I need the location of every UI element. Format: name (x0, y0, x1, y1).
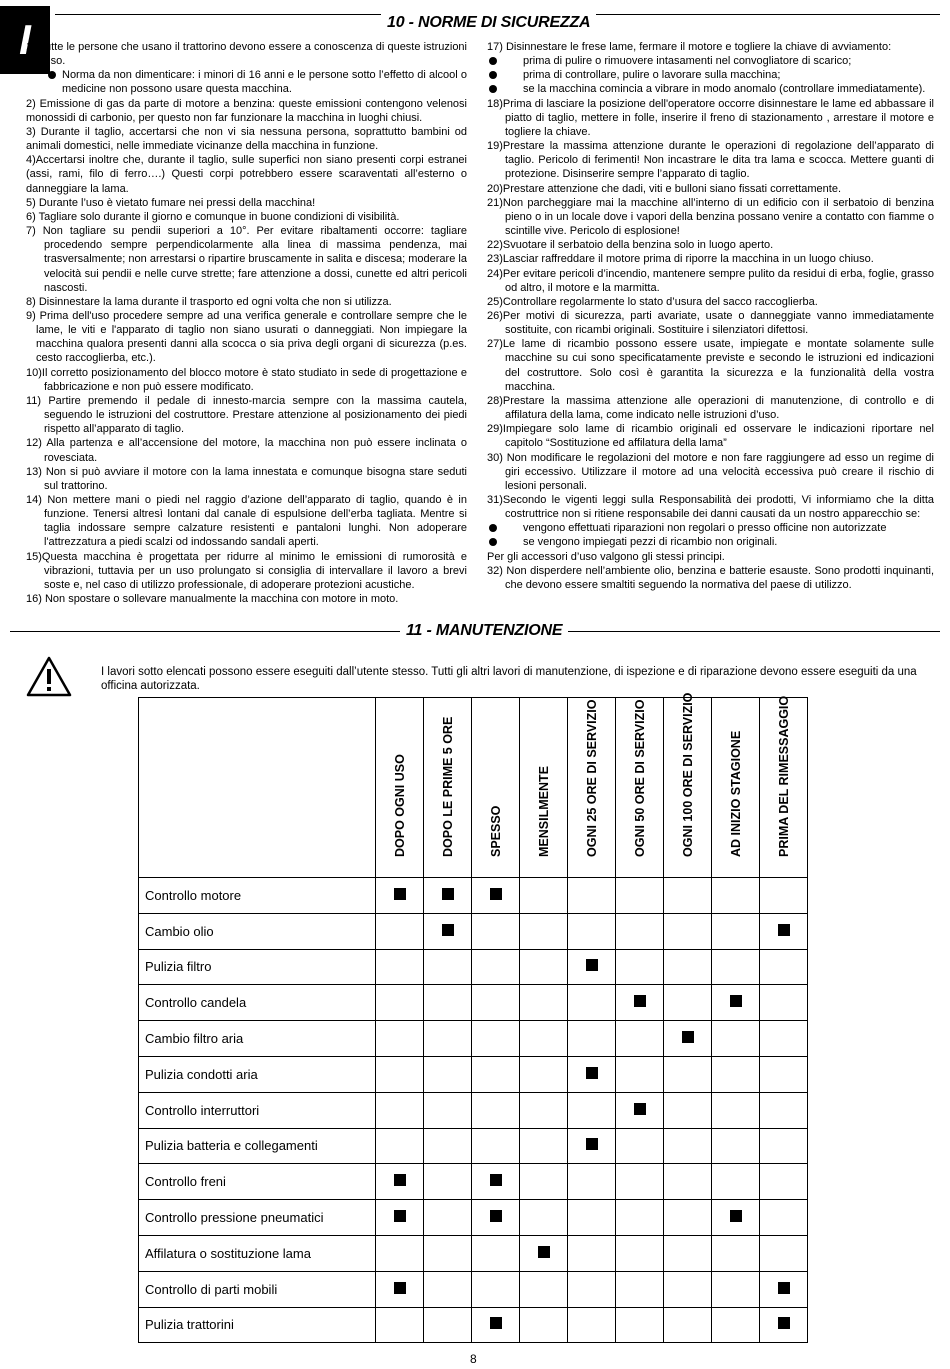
schedule-cell (376, 949, 424, 985)
table-row (139, 1056, 808, 1092)
schedule-cell (376, 1128, 424, 1164)
task-label: Pulizia batteria e collegamenti (139, 1128, 376, 1164)
schedule-cell (616, 1092, 664, 1128)
schedule-cell (568, 1056, 616, 1092)
schedule-cell (376, 1092, 424, 1128)
schedule-cell (664, 1164, 712, 1200)
schedule-cell (760, 1021, 808, 1057)
safety-item-20: 20)Prestare attenzione che dadi, viti e bulloni siano fissati correttamente. (487, 182, 842, 195)
check-mark-icon (778, 1282, 790, 1294)
task-label: Controllo di parti mobili (139, 1271, 376, 1307)
safety-item-17: 17) Disinnestare le frese lame, fermare il motore e togliere la chiave di avviamento: (487, 41, 892, 53)
safety-item-26: 26)Per motivi di sicurezza, parti avariate, usate o danneggiate vanno immediatamente sostituite, con ricambi originali. Sostituire i silenziatori difettosi. (487, 309, 934, 337)
schedule-cell (760, 1056, 808, 1092)
schedule-cell (616, 1164, 664, 1200)
schedule-cell (664, 1092, 712, 1128)
task-label: Controllo motore (139, 878, 376, 914)
maintenance-section-title: 11 - MANUTENZIONE (400, 622, 568, 640)
check-mark-icon (490, 1210, 502, 1222)
task-label: Cambio filtro aria (139, 1021, 376, 1057)
schedule-cell (376, 1307, 424, 1343)
column-header: DOPO LE PRIME 5 ORE (424, 698, 472, 878)
schedule-cell (520, 1164, 568, 1200)
schedule-cell (424, 913, 472, 949)
task-label: Pulizia condotti aria (139, 1056, 376, 1092)
schedule-cell (376, 1271, 424, 1307)
schedule-cell (520, 1271, 568, 1307)
schedule-cell (520, 1200, 568, 1236)
schedule-cell (712, 985, 760, 1021)
schedule-cell (424, 1307, 472, 1343)
table-row (139, 1307, 808, 1343)
schedule-cell (568, 985, 616, 1021)
schedule-cell (568, 1235, 616, 1271)
safety-item-21: 21)Non parcheggiare mai la macchine all’interno di un edificio con il serbatoio di benzina pieno o in un locale dove i vapori della benzina possano venire a contatto con fiamme o scintille vive. Pericolo di esplosione! (487, 196, 934, 238)
schedule-cell (712, 1056, 760, 1092)
schedule-cell (712, 1200, 760, 1236)
check-mark-icon (490, 888, 502, 900)
task-label: Controllo pressione pneumatici (139, 1200, 376, 1236)
check-mark-icon (586, 1067, 598, 1079)
schedule-cell (760, 878, 808, 914)
schedule-cell (760, 1307, 808, 1343)
schedule-cell (712, 878, 760, 914)
check-mark-icon (730, 1210, 742, 1222)
schedule-cell (568, 878, 616, 914)
safety-item-19: 19)Prestare la massima attenzione durante le operazioni di regolazione dell’apparato di taglio. Pericolo di ferimenti! Non incastrare le dita tra lama e scocca. Mettere guanti di protezione. Disinserire sempre l’apparato di taglio. (487, 140, 934, 181)
schedule-cell (568, 1128, 616, 1164)
safety-item-23: 23)Lasciar raffreddare il motore prima di riporre la macchina in un luogo chiuso. (487, 253, 874, 266)
schedule-cell (472, 1021, 520, 1057)
table-row (139, 1021, 808, 1057)
schedule-cell (472, 1235, 520, 1271)
safety-item-17-bullet: se la macchina comincia a vibrare in modo anomalo (controllare immediatamente). (487, 82, 934, 96)
safety-item-17-bullet: prima di pulire o rimuovere intasamenti nel convogliatore di scarico; (487, 54, 934, 68)
schedule-cell (520, 878, 568, 914)
schedule-cell (760, 949, 808, 985)
schedule-cell (664, 1021, 712, 1057)
page-number: 8 (470, 1352, 477, 1366)
schedule-cell (472, 1200, 520, 1236)
safety-item-31-bullet: vengono effettuati riparazioni non regolari o presso officine non autorizzate (487, 521, 934, 535)
schedule-cell (760, 913, 808, 949)
check-mark-icon (778, 924, 790, 936)
safety-item-3: 3) Durante il taglio, accertarsi che non vi sia nessuna persona, soprattutto bambini od animali domestici, nelle immediate vicinanze della macchina in funzione. (26, 125, 467, 153)
schedule-cell (472, 878, 520, 914)
check-mark-icon (394, 1282, 406, 1294)
check-mark-icon (394, 888, 406, 900)
schedule-cell (520, 949, 568, 985)
accessories-note: Per gli accessori d’uso valgono gli stessi principi. (487, 550, 725, 563)
task-label: Pulizia filtro (139, 949, 376, 985)
schedule-cell (568, 1271, 616, 1307)
check-mark-icon (394, 1210, 406, 1222)
check-mark-icon (586, 959, 598, 971)
schedule-cell (664, 1128, 712, 1164)
safety-item-31: 31)Secondo le vigenti leggi sulla Responsabilità dei prodotti, Vi informiamo che la ditta costruttrice non si ritiene responsabile dei danni causati da un nostro apparecchio se: (487, 494, 934, 521)
check-mark-icon (490, 1174, 502, 1186)
maintenance-table-body (139, 878, 808, 1343)
check-mark-icon (586, 1138, 598, 1150)
schedule-cell (616, 1200, 664, 1236)
schedule-cell (376, 1164, 424, 1200)
schedule-cell (424, 1092, 472, 1128)
schedule-cell (664, 1056, 712, 1092)
column-header: MENSILMENTE (520, 698, 568, 878)
schedule-cell (664, 1200, 712, 1236)
schedule-cell (472, 985, 520, 1021)
schedule-cell (712, 1271, 760, 1307)
schedule-cell (376, 985, 424, 1021)
language-tab: I (0, 6, 50, 74)
schedule-cell (568, 1164, 616, 1200)
schedule-cell (520, 1235, 568, 1271)
schedule-cell (568, 913, 616, 949)
maintenance-header-row (139, 698, 808, 878)
schedule-cell (424, 1021, 472, 1057)
schedule-cell (376, 1235, 424, 1271)
warning-icon (26, 655, 72, 697)
check-mark-icon (442, 924, 454, 936)
check-mark-icon (634, 1103, 646, 1115)
safety-item-10: 10)Il corretto posizionamento del blocco motore è stato studiato in sede di progettazione e fabbricazione e non può essere modificato. (26, 366, 467, 393)
schedule-cell (568, 1200, 616, 1236)
schedule-cell (616, 878, 664, 914)
task-label: Affilatura o sostituzione lama (139, 1235, 376, 1271)
safety-item-1: 1) Tutte le persone che usano il trattorino devono essere a conoscenza di queste istruzioni d’uso. (26, 41, 467, 68)
safety-item-16: 16) Non spostare o sollevare manualmente la macchina con motore in moto. (26, 593, 399, 606)
column-header: AD INIZIO STAGIONE (712, 698, 760, 878)
column-header: OGNI 100 ORE DI SERVIZIO (664, 698, 712, 878)
check-mark-icon (778, 1317, 790, 1329)
safety-item-6: 6) Tagliare solo durante il giorno e comunque in buone condizioni di visibilità. (26, 210, 400, 223)
schedule-cell (472, 1056, 520, 1092)
schedule-cell (568, 1092, 616, 1128)
safety-left-column (26, 40, 467, 606)
table-corner (139, 698, 376, 878)
table-row (139, 1092, 808, 1128)
safety-note-minors: Norma da non dimenticare: i minori di 16 anni e le persone sotto l’effetto di alcool o medicine non possono usare questa macchina. (26, 68, 467, 96)
schedule-cell (424, 949, 472, 985)
schedule-cell (760, 1164, 808, 1200)
schedule-cell (424, 1056, 472, 1092)
table-row (139, 1271, 808, 1307)
safety-item-17-bullet: prima di controllare, pulire o lavorare sulla macchina; (487, 68, 934, 82)
column-header: SPESSO (472, 698, 520, 878)
safety-item-28: 28)Prestare la massima attenzione alle operazioni di manutenzione, di controllo e di affilatura della lama, come indicato nelle istruzioni d’uso. (487, 394, 934, 422)
schedule-cell (472, 1092, 520, 1128)
check-mark-icon (490, 1317, 502, 1329)
safety-item-14: 14) Non mettere mani o piedi nel raggio d’azione dell’apparato di taglio, quando è in funzione. Tenersi altresì lontani dal canale di espulsione dell’erba tagliata. Mentre si taglia indossare sempre calzature resistenti e pantaloni lunghi. Non adoperare l'attrezzatura a piedi scalzi od indossando sandali aperti. (26, 494, 467, 549)
schedule-cell (616, 1235, 664, 1271)
schedule-cell (664, 1271, 712, 1307)
schedule-cell (664, 1235, 712, 1271)
safety-item-18: 18)Prima di lasciare la posizione dell'operatore occorre disinnestare le lame ed abbassare il piatto di taglio, mettere in folle, inserire il freno di stazionamento , arrestare il motore e togliere la chiave. (487, 97, 934, 138)
safety-item-30: 30) Non modificare le regolazioni del motore e non fare raggiungere ad esso un regime di giri eccessivo. Utilizzare il motore ad una velocità eccessiva può creare il rischio di lesioni personali. (487, 451, 934, 492)
safety-item-7: 7) Non tagliare su pendii superiori a 10°. Per evitare ribaltamenti occorre: tagliare procedendo sempre perpendicolarmente alla linea di massima pendenza, mai trasversalmente; non arrestarsi o ripartire bruscamente in salita e discesa; moderare la velocità sui pendii e nelle curve strette; fare attenzione a dossi, cunette ed altri pericoli nascosti. (26, 225, 467, 294)
schedule-cell (376, 878, 424, 914)
safety-item-27: 27)Le lame di ricambio possono essere usate, impiegate e montate solamente sulle macchine su cui sono specificatamente previste e secondo le istruzioni ed indicazioni del costruttore. Solo così è garantita la sicurezza e la funzionalità della vostra macchina. (487, 338, 934, 393)
safety-item-12: 12) Alla partenza e all’accensione del motore, la macchina non può essere inclinata o rovesciata. (26, 437, 467, 464)
column-header: DOPO OGNI USO (376, 698, 424, 878)
safety-item-5: 5) Durante l’uso è vietato fumare nei pressi della macchina! (26, 196, 316, 209)
schedule-cell (712, 949, 760, 985)
schedule-cell (760, 1128, 808, 1164)
schedule-cell (520, 1092, 568, 1128)
check-mark-icon (394, 1174, 406, 1186)
schedule-cell (520, 1128, 568, 1164)
table-row (139, 1164, 808, 1200)
schedule-cell (376, 1056, 424, 1092)
schedule-cell (424, 1200, 472, 1236)
safety-item-31-bullet: se vengono impiegati pezzi di ricambio non originali. (487, 535, 934, 549)
schedule-cell (712, 1092, 760, 1128)
schedule-cell (712, 1235, 760, 1271)
schedule-cell (424, 985, 472, 1021)
check-mark-icon (634, 995, 646, 1007)
schedule-cell (712, 1021, 760, 1057)
safety-item-9: 9) Prima dell'uso procedere sempre ad una verifica generale e controllare sempre che le lame, le viti e l'apparato di taglio non siano usurati o danneggiati. Non impiegare la macchina qualora presenti danni alla scocca o sia priva degli organi di sicurezza (p.es. cesto raccoglierba, etc.). (26, 309, 467, 365)
schedule-cell (376, 1021, 424, 1057)
schedule-cell (616, 1128, 664, 1164)
safety-item-4: 4)Accertarsi inoltre che, durante il taglio, sulle superfici non siano presenti corpi estranei (assi, rami, filo di ferro….) Questi corpi potrebbero essere scaraventati all’esterno o danneggiare la lama. (26, 154, 467, 195)
safety-item-2: 2) Emissione di gas da parte di motore a benzina: queste emissioni contengono velenosi monossidi di carbonio, per questo non far funzionare la macchina in luoghi chiusi. (26, 97, 467, 124)
safety-item-32: 32) Non disperdere nell’ambiente olio, benzina e batterie esauste. Sono prodotti inquinanti, che devono essere smaltiti seguendo la normativa del paese di utilizzo. (487, 564, 934, 591)
check-mark-icon (538, 1246, 550, 1258)
maintenance-table (138, 692, 808, 1343)
schedule-cell (520, 985, 568, 1021)
safety-section-title: 10 - NORME DI SICUREZZA (381, 14, 596, 32)
schedule-cell (712, 1307, 760, 1343)
maintenance-intro: I lavori sotto elencati possono essere eseguiti dall’utente stesso. Tutti gli altri lavori di manutenzione, di ispezione e di riparazione devono essere eseguiti da una officina autorizzata. (101, 666, 917, 692)
schedule-cell (616, 985, 664, 1021)
schedule-cell (424, 1128, 472, 1164)
table-row (139, 1128, 808, 1164)
table-row (139, 878, 808, 914)
schedule-cell (520, 1021, 568, 1057)
schedule-cell (472, 949, 520, 985)
schedule-cell (424, 1235, 472, 1271)
schedule-cell (712, 1128, 760, 1164)
schedule-cell (424, 878, 472, 914)
table-row (139, 985, 808, 1021)
safety-item-8: 8) Disinnestare la lama durante il trasporto ed ogni volta che non si utilizza. (26, 295, 392, 308)
check-mark-icon (682, 1031, 694, 1043)
schedule-cell (712, 1164, 760, 1200)
safety-item-13: 13) Non si può avviare il motore con la lama innestata e comunque bisogna stare seduti sul trattorino. (26, 465, 467, 492)
safety-item-29: 29)Impiegare solo lame di ricambio originali ed osservare le indicazioni riportare nel capitolo “Sostituzione ed affilatura della lama” (487, 423, 934, 450)
schedule-cell (664, 913, 712, 949)
column-header: OGNI 25 ORE DI SERVIZIO (568, 698, 616, 878)
schedule-cell (760, 985, 808, 1021)
schedule-cell (616, 1307, 664, 1343)
table-row (139, 949, 808, 985)
schedule-cell (520, 1307, 568, 1343)
schedule-cell (616, 1271, 664, 1307)
schedule-cell (568, 1307, 616, 1343)
schedule-cell (472, 1307, 520, 1343)
table-row (139, 1200, 808, 1236)
schedule-cell (424, 1164, 472, 1200)
schedule-cell (520, 913, 568, 949)
task-label: Controllo freni (139, 1164, 376, 1200)
safety-item-24: 24)Per evitare pericoli d’incendio, mantenere sempre pulito da residui di erba, foglie, grasso od altro, il motore e la marmitta. (487, 267, 934, 294)
safety-item-22: 22)Svuotare il serbatoio della benzina solo in luogo aperto. (487, 239, 774, 252)
check-mark-icon (442, 888, 454, 900)
safety-right-column (487, 40, 934, 592)
schedule-cell (472, 913, 520, 949)
schedule-cell (472, 1128, 520, 1164)
column-header: PRIMA DEL RIMESSAGGIO (760, 698, 808, 878)
safety-item-15: 15)Questa macchina è progettata per ridurre al minimo le emissioni di rumorosità e vibrazioni, tuttavia per un uso prolungato si consiglia di intervallare il lavoro a brevi soste e, nel caso di utilizzo professionale, di adoperare protezioni acustiche. (26, 550, 467, 591)
safety-item-25: 25)Controllare regolarmente lo stato d’usura del sacco raccoglierba. (487, 295, 818, 308)
schedule-cell (616, 1021, 664, 1057)
schedule-cell (664, 1307, 712, 1343)
schedule-cell (760, 1271, 808, 1307)
schedule-cell (664, 878, 712, 914)
task-label: Controllo candela (139, 985, 376, 1021)
schedule-cell (376, 913, 424, 949)
schedule-cell (616, 1056, 664, 1092)
schedule-cell (568, 949, 616, 985)
schedule-cell (760, 1200, 808, 1236)
task-label: Pulizia trattorini (139, 1307, 376, 1343)
schedule-cell (616, 949, 664, 985)
schedule-cell (520, 1056, 568, 1092)
table-row (139, 913, 808, 949)
table-row (139, 1235, 808, 1271)
schedule-cell (424, 1271, 472, 1307)
schedule-cell (472, 1164, 520, 1200)
schedule-cell (472, 1271, 520, 1307)
schedule-cell (664, 949, 712, 985)
schedule-cell (616, 913, 664, 949)
task-label: Controllo interruttori (139, 1092, 376, 1128)
schedule-cell (376, 1200, 424, 1236)
safety-item-11: 11) Partire premendo il pedale di innesto-marcia sempre con la massima cautela, seguendo le istruzioni del costruttore. Prestare attenzione al posizionamento dei piedi rispetto all’apparato di taglio. (26, 394, 467, 436)
check-mark-icon (730, 995, 742, 1007)
schedule-cell (664, 985, 712, 1021)
schedule-cell (568, 1021, 616, 1057)
task-label: Cambio olio (139, 913, 376, 949)
column-header: OGNI 50 ORE DI SERVIZIO (616, 698, 664, 878)
schedule-cell (712, 913, 760, 949)
schedule-cell (760, 1092, 808, 1128)
schedule-cell (760, 1235, 808, 1271)
